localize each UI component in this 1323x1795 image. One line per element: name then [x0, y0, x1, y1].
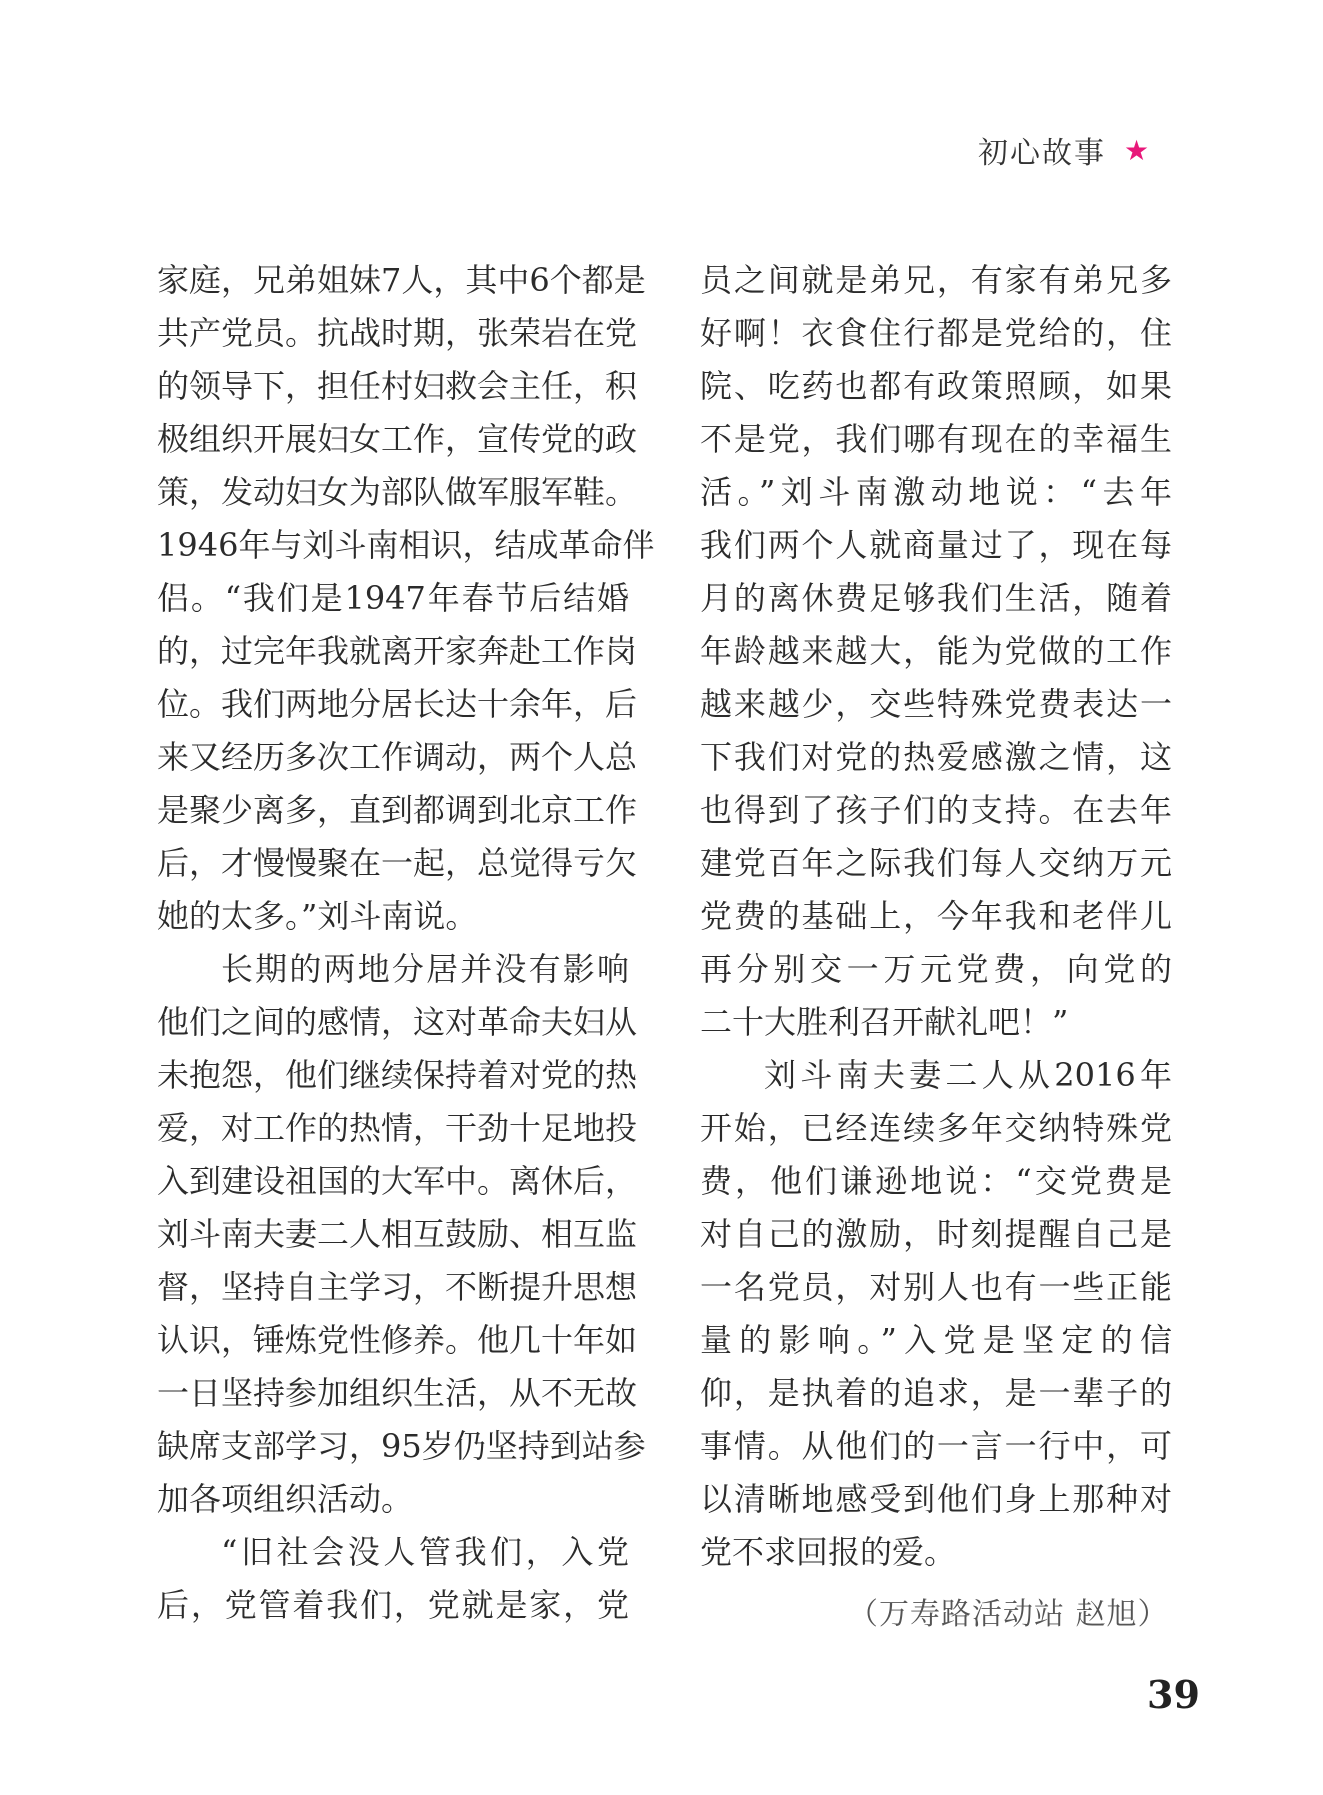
- text-line: 入到建设祖国的大军中。离休后，: [157, 1162, 638, 1200]
- text-line: 后，党管着我们，党就是家，党: [157, 1586, 629, 1624]
- right-column: [700, 254, 1172, 1579]
- text-line: 是聚少离多，直到都调到北京工作: [157, 791, 638, 829]
- text-line: 长期的两地分居并没有影响: [221, 950, 629, 988]
- text-line: 建党百年之际我们每人交纳万元: [700, 844, 1172, 882]
- text-line: 策，发动妇女为部队做军服军鞋。: [157, 473, 638, 511]
- text-line: 院、吃药也都有政策照顾，如果: [700, 367, 1172, 405]
- section-title: 初心故事: [978, 136, 1106, 171]
- text-line: 再分别交一万元党费，向党的: [700, 950, 1172, 988]
- text-line: 以清晰地感受到他们身上那种对: [700, 1480, 1172, 1518]
- text-line: 一日坚持参加组织生活，从不无故: [157, 1374, 638, 1412]
- text-line: 开始，已经连续多年交纳特殊党: [700, 1109, 1172, 1147]
- text-line: 我们两个人就商量过了，现在每: [700, 526, 1172, 564]
- text-line: 年龄越来越大，能为党做的工作: [700, 632, 1172, 670]
- text-line: 极组织开展妇女工作，宣传党的政: [157, 420, 638, 458]
- text-line: 来又经历多次工作调动，两个人总: [157, 738, 638, 776]
- text-line: 位。我们两地分居长达十余年，后: [157, 685, 638, 723]
- text-line: 督，坚持自主学习，不断提升思想: [157, 1268, 638, 1306]
- text-line: 量的影响。”入党是坚定的信: [700, 1321, 1172, 1359]
- text-line: 他们之间的感情，这对革命夫妇从: [157, 1003, 638, 1041]
- text-line: 的领导下，担任村妇救会主任，积: [157, 367, 638, 405]
- text-line: 的，过完年我就离开家奔赴工作岗: [157, 632, 638, 670]
- text-line: 越来越少，交些特殊党费表达一: [700, 685, 1172, 723]
- author-byline: （万寿路活动站 赵旭）: [848, 1597, 1169, 1632]
- text-line: 后，才慢慢聚在一起，总觉得亏欠: [157, 844, 638, 882]
- text-line: 刘斗南夫妻二人从2016年: [764, 1056, 1172, 1094]
- text-line: 党不求回报的爱。: [700, 1533, 957, 1571]
- text-line: 活。”刘斗南激动地说：“去年: [700, 473, 1172, 511]
- text-line: 也得到了孩子们的支持。在去年: [700, 791, 1172, 829]
- text-line: 家庭，兄弟姐妹7人，其中6个都是: [157, 261, 646, 299]
- text-line: 仰，是执着的追求，是一辈子的: [700, 1374, 1172, 1412]
- text-line: 月的离休费足够我们生活，随着: [700, 579, 1172, 617]
- text-line: “旧社会没人管我们，入党: [221, 1533, 629, 1571]
- text-line: 认识，锤炼党性修养。他几十年如: [157, 1321, 638, 1359]
- section-header: [978, 128, 1151, 172]
- text-line: 爱，对工作的热情，干劲十足地投: [157, 1109, 638, 1147]
- text-line: 她的太多。”刘斗南说。: [157, 897, 478, 935]
- text-line: 下我们对党的热爱感激之情，这: [700, 738, 1172, 776]
- text-line: 1946年与刘斗南相识，结成革命伴: [157, 526, 655, 564]
- text-line: 不是党，我们哪有现在的幸福生: [700, 420, 1172, 458]
- text-line: 费，他们谦逊地说：“交党费是: [700, 1162, 1172, 1200]
- text-line: 刘斗南夫妻二人相互鼓励、相互监: [157, 1215, 638, 1253]
- text-line: 员之间就是弟兄，有家有弟兄多: [700, 261, 1172, 299]
- text-line: 侣。“我们是1947年春节后结婚: [157, 579, 629, 617]
- text-line: 好啊！衣食住行都是党给的，住: [700, 314, 1172, 352]
- text-line: 缺席支部学习，95岁仍坚持到站参: [157, 1427, 646, 1465]
- left-column: [157, 254, 655, 1632]
- text-line: 一名党员，对别人也有一些正能: [700, 1268, 1172, 1306]
- star-icon: ★: [1124, 133, 1152, 167]
- text-line: 事情。从他们的一言一行中，可: [700, 1427, 1172, 1465]
- text-line: 共产党员。抗战时期，张荣岩在党: [157, 314, 638, 352]
- text-line: 加各项组织活动。: [157, 1480, 414, 1518]
- text-line: 对自己的激励，时刻提醒自己是: [700, 1215, 1172, 1253]
- text-line: 党费的基础上，今年我和老伴儿: [700, 897, 1172, 935]
- page-number: 39: [1147, 1672, 1200, 1717]
- text-line: 二十大胜利召开献礼吧！”: [700, 1003, 1069, 1041]
- text-line: 未抱怨，他们继续保持着对党的热: [157, 1056, 638, 1094]
